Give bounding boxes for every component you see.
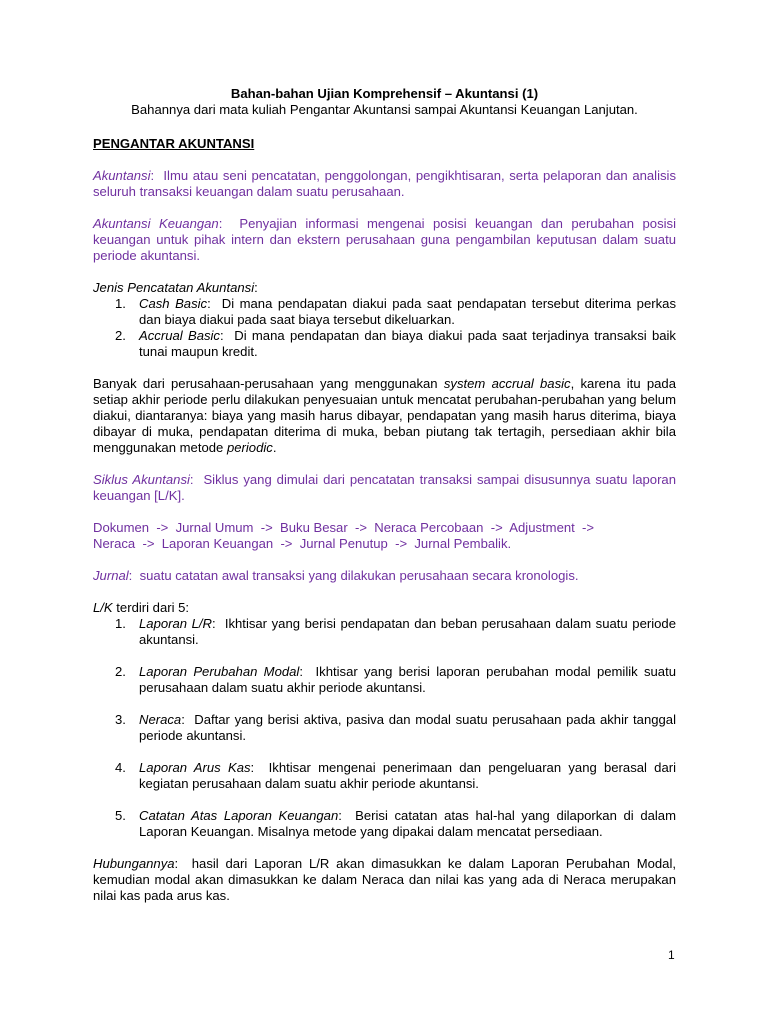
flow-line: Dokumen -> Jurnal Umum -> Buku Besar -> Neraca Percobaan -> Adjustment -> <box>93 520 595 535</box>
list-number: 1. <box>115 296 126 311</box>
list-item: 5. Catatan Atas Laporan Keuangan: Berisi catatan atas hal-hal yang dilaporkan di dalam Laporan Keuangan. Misalnya metode yang dipakai dalam mencatat persediaan. <box>115 808 676 839</box>
siklus-definition: Siklus Akuntansi: Siklus yang dimulai dari pencatatan transaksi sampai disusunnya suatu laporan keuangan [L/K]. <box>93 472 676 503</box>
text-run-italic: periodic <box>226 440 273 455</box>
definition-text: hasil dari Laporan L/R akan dimasukkan ke dalam Laporan Perubahan Modal, kemudian modal akan dimasukkan ke dalam Neraca dan nilai kas yang ada di Neraca merupakan nilai kas pada arus kas. <box>93 856 676 903</box>
definition-text: Siklus yang dimulai dari pencatatan transaksi sampai disusunnya suatu laporan keuangan [L/K]. <box>93 472 676 503</box>
lk-label-text: terdiri dari 5: <box>112 600 190 615</box>
list-item: 3. Neraca: Daftar yang berisi aktiva, pasiva dan modal suatu perusahaan pada akhir tanggal periode akuntansi. <box>115 712 676 743</box>
item-term: Accrual Basic <box>139 328 220 343</box>
item-text: Ikhtisar mengenai penerimaan dan pengeluaran yang berasal dari kegiatan perusahaan dalam suatu akhir periode akuntansi. <box>139 760 677 791</box>
jurnal-definition: Jurnal: suatu catatan awal transaksi yang dilakukan perusahaan secara kronologis. <box>93 568 579 583</box>
definition-text: suatu catatan awal transaksi yang dilakukan perusahaan secara kronologis. <box>139 568 579 583</box>
banyak-paragraph <box>93 376 676 456</box>
lk-term: L/K <box>93 600 113 615</box>
page-number: 1 <box>668 948 675 962</box>
list-number: 4. <box>115 760 126 775</box>
definition-text: Penyajian informasi mengenai posisi keuangan dan perubahan posisi keuangan untuk pihak intern dan ekstern perusahaan guna pengambilan keputusan dalam suatu periode akuntansi. <box>93 216 676 263</box>
item-term: Laporan Arus Kas <box>139 760 251 775</box>
term: Akuntansi <box>93 168 151 183</box>
akuntansi-definition: Akuntansi: Ilmu atau seni pencatatan, penggolongan, pengikhtisaran, serta pelaporan dan analisis seluruh transaksi keuangan dalam suatu perusahaan. <box>93 168 676 199</box>
definition-text: Ilmu atau seni pencatatan, penggolongan, pengikhtisaran, serta pelaporan dan analisis seluruh transaksi keuangan dalam suatu perusahaan. <box>93 168 676 199</box>
lk-label <box>93 600 676 616</box>
list-item: 1. Laporan L/R: Ikhtisar yang berisi pendapatan dan beban perusahaan dalam suatu periode akuntansi. <box>115 616 676 647</box>
item-term: Neraca <box>139 712 182 727</box>
term: Siklus Akuntansi <box>93 472 190 487</box>
flow-line: Neraca -> Laporan Keuangan -> Jurnal Penutup -> Jurnal Pembalik. <box>93 536 512 551</box>
list-item: 1. Cash Basic: Di mana pendapatan diakui pada saat pendapatan tersebut diterima perkas dan biaya diakui pada saat biaya tersebut dikeluarkan. <box>115 296 676 327</box>
item-text: Ikhtisar yang berisi pendapatan dan beban perusahaan dalam suatu periode akuntansi. <box>139 616 676 647</box>
jenis-label: Jenis Pencatatan Akuntansi: <box>93 280 258 295</box>
list-number: 5. <box>115 808 126 823</box>
item-term: Cash Basic <box>139 296 208 311</box>
text-run: , karena itu pada setiap akhir periode perlu dilakukan penyesuaian untuk mencatat perubahan-perubahan yang belum diakui, diantaranya: biaya yang masih harus dibayar, pendapatan yang masih harus diterima, biaya dibayar di muka, pendapatan diterima di muka, beban piutang tak tertagih, persediaan akhir bila menggunakan metode <box>93 376 676 455</box>
list-number: 3. <box>115 712 126 727</box>
term: Hubungannya <box>93 856 175 871</box>
item-text: Di mana pendapatan diakui pada saat pendapatan tersebut diterima perkas dan biaya diakui pada saat biaya tersebut dikeluarkan. <box>139 296 676 327</box>
list-item: 2. Accrual Basic: Di mana pendapatan dan biaya diakui pada saat terjadinya transaksi baik tunai maupun kredit. <box>115 328 676 359</box>
akuntansi-keuangan-definition: Akuntansi Keuangan: Penyajian informasi mengenai posisi keuangan dan perubahan posisi keuangan untuk pihak intern dan ekstern perusahaan guna pengambilan keputusan dalam suatu periode akuntansi. <box>93 216 676 263</box>
list-number: 1. <box>115 616 126 631</box>
jenis-label-text: Jenis Pencatatan Akuntansi <box>93 280 255 295</box>
document-title: Bahan-bahan Ujian Komprehensif – Akuntansi (1) <box>230 86 539 101</box>
text-run: . <box>272 440 277 455</box>
document-subtitle: Bahannya dari mata kuliah Pengantar Akuntansi sampai Akuntansi Keuangan Lanjutan. <box>131 102 638 117</box>
cycle-flow <box>93 520 676 552</box>
term: Jurnal <box>93 568 129 583</box>
section-heading: PENGANTAR AKUNTANSI <box>93 136 255 151</box>
item-term: Laporan Perubahan Modal <box>139 664 300 679</box>
lk-list <box>93 616 676 840</box>
hubungan-paragraph: Hubungannya: hasil dari Laporan L/R akan dimasukkan ke dalam Laporan Perubahan Modal, kemudian modal akan dimasukkan ke dalam Neraca dan nilai kas yang ada di Neraca merupakan nilai kas pada arus kas. <box>93 856 676 903</box>
list-item: 4. Laporan Arus Kas: Ikhtisar mengenai penerimaan dan pengeluaran yang berasal dari kegiatan perusahaan dalam suatu akhir periode akuntansi. <box>115 760 677 791</box>
list-item: 2. Laporan Perubahan Modal: Ikhtisar yang berisi laporan perubahan modal pemilik suatu perusahaan dalam suatu akhir periode akuntansi. <box>115 664 677 695</box>
item-term: Laporan L/R <box>139 616 213 631</box>
item-text: Ikhtisar yang berisi laporan perubahan modal pemilik suatu perusahaan dalam suatu akhir periode akuntansi. <box>139 664 677 695</box>
item-text: Berisi catatan atas hal-hal yang dilaporkan di dalam Laporan Keuangan. Misalnya metode yang dipakai dalam mencatat persediaan. <box>139 808 676 839</box>
list-number: 2. <box>115 664 126 679</box>
document-page <box>93 86 676 904</box>
text-run: Banyak dari perusahaan-perusahaan yang menggunakan <box>93 376 444 391</box>
item-term: Catatan Atas Laporan Keuangan <box>139 808 339 823</box>
term: Akuntansi Keuangan <box>93 216 219 231</box>
item-text: Daftar yang berisi aktiva, pasiva dan modal suatu perusahaan pada akhir tanggal periode akuntansi. <box>139 712 676 743</box>
text-run-italic: system accrual basic <box>443 376 571 391</box>
item-text: Di mana pendapatan dan biaya diakui pada saat terjadinya transaksi baik tunai maupun kredit. <box>139 328 676 359</box>
jenis-list <box>93 296 676 360</box>
list-number: 2. <box>115 328 126 343</box>
